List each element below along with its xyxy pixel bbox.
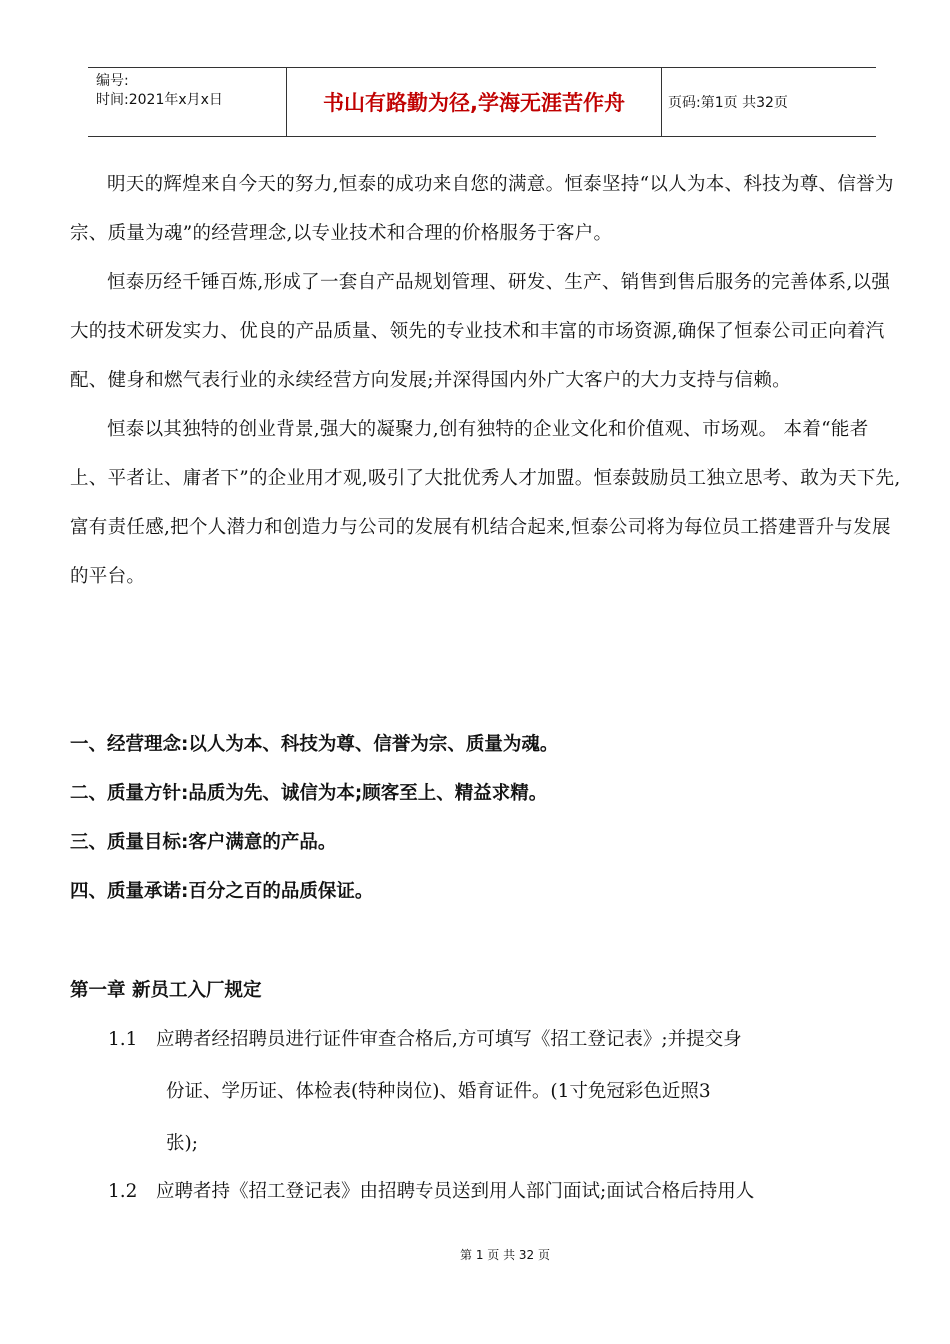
rule-item-number: 1.2: [108, 1181, 138, 1202]
header-meta: [88, 68, 286, 136]
rule-item-text: 应聘者持《招工登记表》由招聘专员送到用人部门面试;面试合格后持用人: [156, 1181, 755, 1202]
header-motto-cell: [286, 68, 662, 136]
principle-quality-goal: 三、质量目标:客户满意的产品。: [70, 832, 337, 853]
rule-item-text: 应聘者经招聘员进行证件审查合格后,方可填写《招工登记表》;并提交身: [156, 1029, 742, 1050]
rule-item-continuation: 张);: [166, 1133, 198, 1154]
rule-item-number: 1.1: [108, 1029, 138, 1050]
header-motto: 书山有路勤为径,学海无涯苦作舟: [323, 91, 625, 115]
header-page-number: 页码:第1页 共32页: [668, 95, 788, 111]
intro-paragraph: 恒泰以其独特的创业背景,强大的凝聚力,创有独特的企业文化和价值观、市场观。 本着“能者上、平者让、庸者下”的企业用才观,吸引了大批优秀人才加盟。恒泰鼓励员工独立思考、敢为天下先,富有责任感,把个人潜力和创造力与公司的发展有机结合起来,恒泰公司将为每位员工搭建晋升与发展的平台。: [70, 419, 901, 587]
rule-item-continuation: 份证、学历证、体检表(特种岗位)、婚育证件。(1寸免冠彩色近照3: [166, 1081, 711, 1102]
chapter-title: 第一章 新员工入厂规定: [70, 980, 262, 1001]
intro-paragraphs: [70, 160, 906, 601]
rule-item-first-line: [108, 1166, 904, 1218]
principle-quality-promise: 四、质量承诺:百分之百的品质保证。: [70, 881, 374, 902]
document-number: 编号:: [96, 73, 129, 89]
principle-quality-policy: 二、质量方针:品质为先、诚信为本;顾客至上、精益求精。: [70, 783, 548, 804]
rule-item: [108, 1166, 904, 1218]
rule-item-first-line: [108, 1014, 904, 1066]
page-footer: 第 1 页 共 32 页: [460, 1248, 550, 1262]
intro-paragraph: 恒泰历经千锤百炼,形成了一套自产品规划管理、研发、生产、销售到售后服务的完善体系,以强大的技术研发实力、优良的产品质量、领先的专业技术和丰富的市场资源,确保了恒泰公司正向着汽配、健身和燃气表行业的永续经营方向发展;并深得国内外广大客户的大力支持与信赖。: [70, 272, 891, 391]
rule-item: [108, 1014, 904, 1170]
document-time: 时间:2021年x月x日: [96, 92, 223, 108]
intro-paragraph: 明天的辉煌来自今天的努力,恒泰的成功来自您的满意。恒泰坚持“以人为本、科技为尊、信誉为宗、质量为魂”的经营理念,以专业技术和合理的价格服务于客户。: [70, 174, 894, 244]
principle-business: 一、经营理念:以人为本、科技为尊、信誉为宗、质量为魂。: [70, 734, 559, 755]
document-header: [88, 67, 876, 137]
